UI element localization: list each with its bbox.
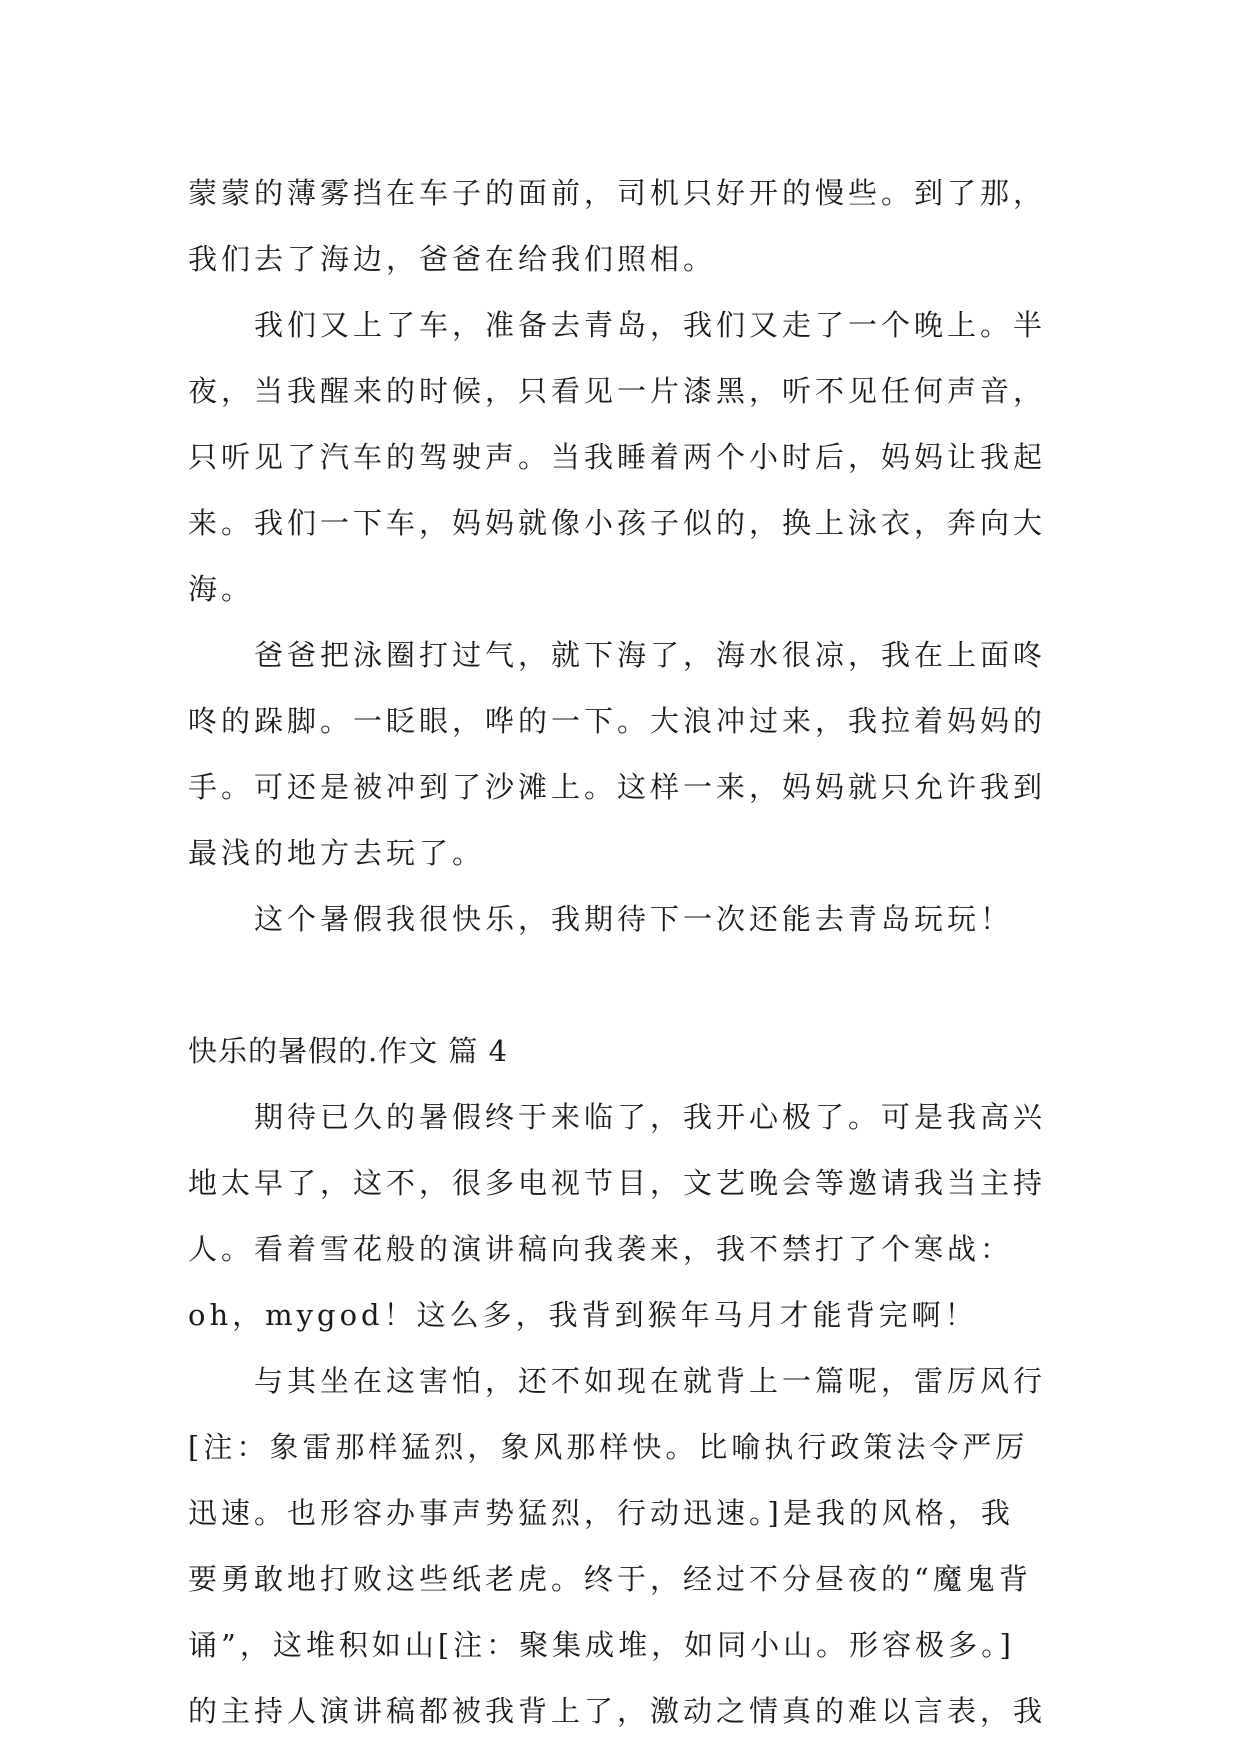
- text-line: 的主持人演讲稿都被我背上了，激动之情真的难以言表，我: [188, 1694, 1047, 1728]
- paragraph-start-line: 我们又上了车，准备去青岛，我们又走了一个晚上。半: [254, 308, 1047, 342]
- text-line: 我们去了海边，爸爸在给我们照相。: [188, 242, 717, 276]
- text-line: 手。可还是被冲到了沙滩上。这样一来，妈妈就只允许我到: [188, 770, 1047, 804]
- document-body: [188, 160, 1058, 1744]
- text-line: 诵”，这堆积如山[注：聚集成堆，如同小山。形容极多。]: [188, 1628, 1015, 1662]
- text-line: 要勇敢地打败这些纸老虎。终于，经过不分昼夜的“魔鬼背: [188, 1562, 1032, 1596]
- blank-line: [188, 952, 1058, 1018]
- text-line: 只听见了汽车的驾驶声。当我睡着两个小时后，妈妈让我起: [188, 440, 1047, 474]
- text-line: 海。: [188, 572, 255, 606]
- text-line: [注：象雷那样猛烈，象风那样快。比喻执行政策法令严厉: [188, 1430, 1029, 1464]
- paragraph-start-line: 爸爸把泳圈打过气，就下海了，海水很凉，我在上面咚: [254, 638, 1047, 672]
- section-heading: 快乐的暑假的.作文 篇 4: [188, 1034, 509, 1068]
- text-line: 人。看着雪花般的演讲稿向我袭来，我不禁打了个寒战：: [188, 1232, 1014, 1266]
- text-line: 最浅的地方去玩了。: [188, 836, 486, 870]
- text-line: 迅速。也形容办事声势猛烈，行动迅速。]是我的风格，我: [188, 1496, 1014, 1530]
- paragraph-start-line: 这个暑假我很快乐，我期待下一次还能去青岛玩玩！: [254, 902, 1014, 936]
- paragraph-start-line: 与其坐在这害怕，还不如现在就背上一篇呢，雷厉风行: [254, 1364, 1047, 1398]
- text-line: 咚的跺脚。一眨眼，哗的一下。大浪冲过来，我拉着妈妈的: [188, 704, 1047, 738]
- text-line: 蒙蒙的薄雾挡在车子的面前，司机只好开的慢些。到了那，: [188, 176, 1047, 210]
- text-line: 来。我们一下车，妈妈就像小孩子似的，换上泳衣，奔向大: [188, 506, 1047, 540]
- text-line: oh，mygod！这么多，我背到猴年马月才能背完啊！: [188, 1298, 978, 1332]
- text-line: 地太早了，这不，很多电视节目，文艺晚会等邀请我当主持: [188, 1166, 1047, 1200]
- paragraph-start-line: 期待已久的暑假终于来临了，我开心极了。可是我高兴: [254, 1100, 1047, 1134]
- text-line: 夜，当我醒来的时候，只看见一片漆黑，听不见任何声音，: [188, 374, 1047, 408]
